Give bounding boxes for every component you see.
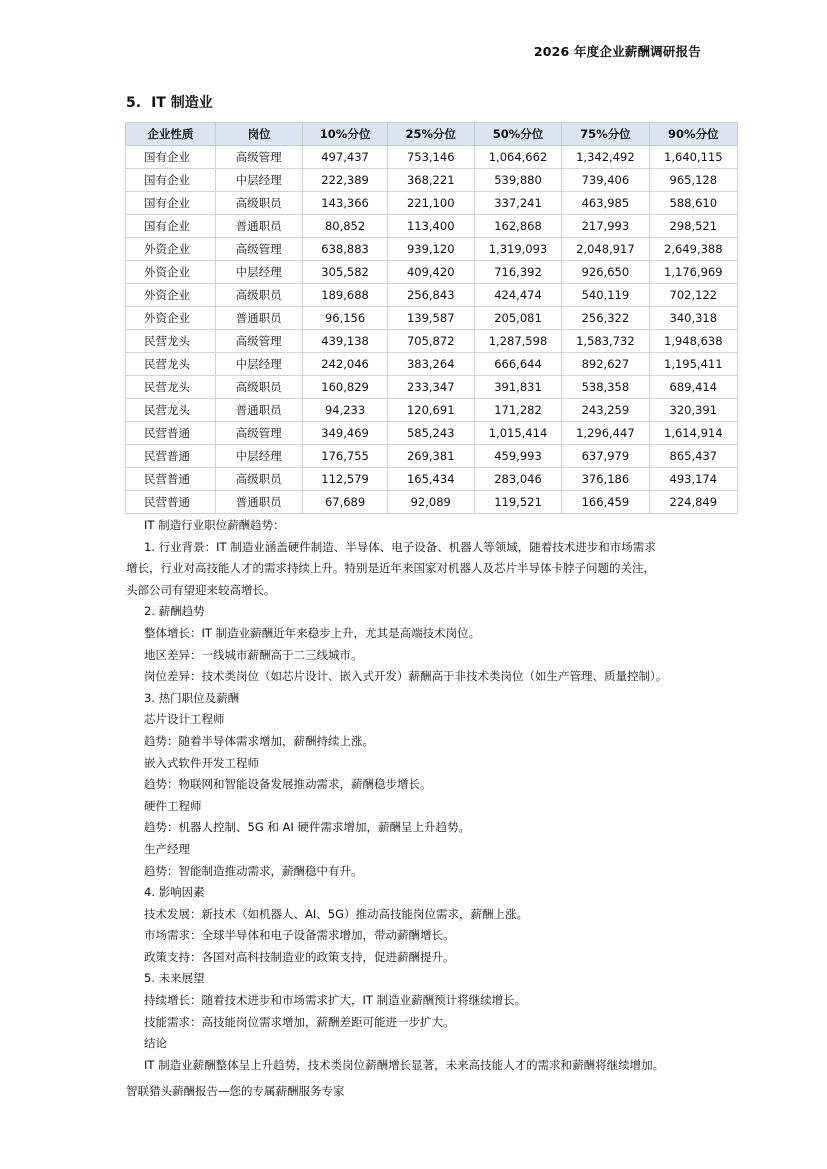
salary-cell: 256,843: [387, 284, 474, 307]
salary-cell: 1,583,732: [562, 330, 649, 353]
report-header-title: 2026 年度企业薪酬调研报告: [533, 44, 701, 59]
analysis-text: [126, 515, 716, 1076]
salary-cell: 217,993: [562, 215, 649, 238]
factor-item: 市场需求：全球半导体和电子设备需求增加，带动薪酬增长。: [144, 928, 455, 943]
salary-cell: 666,644: [474, 353, 561, 376]
salary-cell: 939,120: [387, 238, 474, 261]
company-type-cell: 国有企业: [126, 192, 216, 215]
salary-cell: 585,243: [387, 422, 474, 445]
salary-cell: 739,406: [562, 169, 649, 192]
footer-text: 智联猎头薪酬报告—您的专属薪酬服务专家: [126, 1084, 345, 1098]
salary-cell: 637,979: [562, 445, 649, 468]
position-cell: 高级职员: [215, 468, 303, 491]
table-row: [126, 284, 738, 307]
salary-cell: 94,233: [303, 399, 387, 422]
salary-cell: 424,474: [474, 284, 561, 307]
salary-cell: 143,366: [303, 192, 387, 215]
position-cell: 高级管理: [215, 146, 303, 169]
salary-cell: 96,156: [303, 307, 387, 330]
table-row: [126, 353, 738, 376]
background-heading: 1. 行业背景：IT 制造业涵盖硬件制造、半导体、电子设备、机器人等领域，随着技术进步和市场需求: [144, 539, 656, 554]
background-continued-2: 头部公司有望迎来较高增长。: [126, 582, 276, 597]
salary-cell: 119,521: [474, 491, 561, 514]
column-header: 25%分位: [387, 123, 474, 146]
salary-cell: 269,381: [387, 445, 474, 468]
salary-table: [125, 122, 738, 514]
salary-cell: 139,587: [387, 307, 474, 330]
salary-cell: 391,831: [474, 376, 561, 399]
conclusion-text: IT 制造业薪酬整体呈上升趋势，技术类岗位薪酬增长显著，未来高技能人才的需求和薪酬将继续增加。: [144, 1057, 665, 1072]
salary-cell: 705,872: [387, 330, 474, 353]
salary-cell: 162,868: [474, 215, 561, 238]
factor-item: 技术发展：新技术（如机器人、AI、5G）推动高技能岗位需求，薪酬上涨。: [144, 906, 528, 921]
salary-cell: 160,829: [303, 376, 387, 399]
outlook-item: 技能需求：高技能岗位需求增加，薪酬差距可能进一步扩大。: [144, 1014, 455, 1029]
column-header: 企业性质: [126, 123, 216, 146]
job-trend: 趋势：随着半导体需求增加，薪酬持续上涨。: [144, 733, 374, 748]
salary-cell: 368,221: [387, 169, 474, 192]
salary-cell: 1,342,492: [562, 146, 649, 169]
salary-cell: 233,347: [387, 376, 474, 399]
trend-region: 地区差异：一线城市薪酬高于二三线城市。: [144, 647, 363, 662]
salary-cell: 243,259: [562, 399, 649, 422]
column-header: 10%分位: [303, 123, 387, 146]
position-cell: 高级职员: [215, 284, 303, 307]
position-cell: 中层经理: [215, 445, 303, 468]
company-type-cell: 民营龙头: [126, 353, 216, 376]
table-row: [126, 261, 738, 284]
company-type-cell: 民营普通: [126, 422, 216, 445]
salary-cell: 892,627: [562, 353, 649, 376]
company-type-cell: 民营普通: [126, 491, 216, 514]
factor-item: 政策支持：各国对高科技制造业的政策支持，促进薪酬提升。: [144, 949, 455, 964]
position-cell: 高级职员: [215, 376, 303, 399]
section-number: 5.: [126, 95, 142, 111]
position-cell: 普通职员: [215, 307, 303, 330]
table-row: [126, 491, 738, 514]
salary-cell: 497,437: [303, 146, 387, 169]
position-cell: 高级管理: [215, 422, 303, 445]
company-type-cell: 外资企业: [126, 284, 216, 307]
salary-cell: 337,241: [474, 192, 561, 215]
position-cell: 普通职员: [215, 491, 303, 514]
hot-jobs-heading: 3. 热门职位及薪酬: [144, 690, 240, 705]
salary-cell: 222,389: [303, 169, 387, 192]
company-type-cell: 国有企业: [126, 215, 216, 238]
salary-cell: 120,691: [387, 399, 474, 422]
salary-cell: 92,089: [387, 491, 474, 514]
salary-cell: 1,640,115: [649, 146, 737, 169]
job-title: 嵌入式软件开发工程师: [144, 755, 259, 770]
salary-cell: 256,322: [562, 307, 649, 330]
table-row: [126, 445, 738, 468]
job-title: 硬件工程师: [144, 798, 202, 813]
company-type-cell: 外资企业: [126, 307, 216, 330]
salary-cell: 638,883: [303, 238, 387, 261]
salary-cell: 1,319,093: [474, 238, 561, 261]
salary-cell: 493,174: [649, 468, 737, 491]
section-name: IT 制造业: [151, 95, 213, 111]
company-type-cell: 民营龙头: [126, 399, 216, 422]
table-row: [126, 192, 738, 215]
company-type-cell: 外资企业: [126, 238, 216, 261]
position-cell: 中层经理: [215, 353, 303, 376]
salary-cell: 540,119: [562, 284, 649, 307]
salary-cell: 965,128: [649, 169, 737, 192]
salary-cell: 305,582: [303, 261, 387, 284]
salary-cell: 716,392: [474, 261, 561, 284]
salary-cell: 926,650: [562, 261, 649, 284]
table-row: [126, 468, 738, 491]
position-cell: 中层经理: [215, 261, 303, 284]
salary-cell: 171,282: [474, 399, 561, 422]
column-header: 75%分位: [562, 123, 649, 146]
trend-position: 岗位差异：技术类岗位（如芯片设计、嵌入式开发）薪酬高于非技术类岗位（如生产管理、质量控制）。: [144, 669, 668, 684]
salary-cell: 112,579: [303, 468, 387, 491]
salary-cell: 2,048,917: [562, 238, 649, 261]
company-type-cell: 国有企业: [126, 169, 216, 192]
salary-cell: 689,414: [649, 376, 737, 399]
salary-cell: 67,689: [303, 491, 387, 514]
outlook-item: 持续增长：随着技术进步和市场需求扩大，IT 制造业薪酬预计将继续增长。: [144, 993, 527, 1008]
salary-cell: 383,264: [387, 353, 474, 376]
table-row: [126, 330, 738, 353]
company-type-cell: 外资企业: [126, 261, 216, 284]
salary-cell: 205,081: [474, 307, 561, 330]
company-type-cell: 民营龙头: [126, 376, 216, 399]
conclusion-heading: 结论: [144, 1036, 167, 1051]
table-row: [126, 146, 738, 169]
position-cell: 普通职员: [215, 215, 303, 238]
position-cell: 高级管理: [215, 330, 303, 353]
salary-cell: 221,100: [387, 192, 474, 215]
salary-cell: 242,046: [303, 353, 387, 376]
salary-cell: 1,015,414: [474, 422, 561, 445]
outlook-heading: 5. 未来展望: [144, 971, 205, 986]
salary-cell: 224,849: [649, 491, 737, 514]
background-continued-1: 增长，行业对高技能人才的需求持续上升。特别是近年来国家对机器人及芯片半导体卡脖子问题的关注，: [126, 561, 655, 576]
position-cell: 高级管理: [215, 238, 303, 261]
salary-cell: 166,459: [562, 491, 649, 514]
job-trend: 趋势：物联网和智能设备发展推动需求，薪酬稳步增长。: [144, 777, 432, 792]
salary-cell: 463,985: [562, 192, 649, 215]
salary-cell: 283,046: [474, 468, 561, 491]
table-row: [126, 307, 738, 330]
salary-cell: 1,064,662: [474, 146, 561, 169]
salary-cell: 753,146: [387, 146, 474, 169]
salary-cell: 176,755: [303, 445, 387, 468]
salary-cell: 376,186: [562, 468, 649, 491]
company-type-cell: 民营普通: [126, 468, 216, 491]
table-row: [126, 238, 738, 261]
job-trend: 趋势：智能制造推动需求，薪酬稳中有升。: [144, 863, 363, 878]
salary-cell: 1,296,447: [562, 422, 649, 445]
table-row: [126, 215, 738, 238]
table-row: [126, 376, 738, 399]
salary-cell: 340,318: [649, 307, 737, 330]
salary-cell: 538,358: [562, 376, 649, 399]
salary-cell: 2,649,388: [649, 238, 737, 261]
salary-cell: 439,138: [303, 330, 387, 353]
salary-cell: 459,993: [474, 445, 561, 468]
salary-cell: 349,469: [303, 422, 387, 445]
salary-cell: 539,880: [474, 169, 561, 192]
section-title: [126, 92, 213, 112]
position-cell: 高级职员: [215, 192, 303, 215]
salary-cell: 1,195,411: [649, 353, 737, 376]
job-title: 生产经理: [144, 841, 190, 856]
salary-cell: 320,391: [649, 399, 737, 422]
salary-cell: 1,614,914: [649, 422, 737, 445]
position-cell: 普通职员: [215, 399, 303, 422]
salary-cell: 1,948,638: [649, 330, 737, 353]
column-header: 50%分位: [474, 123, 561, 146]
trend-heading: 2. 薪酬趋势: [144, 604, 205, 619]
salary-cell: 165,434: [387, 468, 474, 491]
table-header-row: [126, 123, 738, 146]
column-header: 岗位: [215, 123, 303, 146]
salary-cell: 113,400: [387, 215, 474, 238]
job-trend: 趋势：机器人控制、5G 和 AI 硬件需求增加，薪酬呈上升趋势。: [144, 820, 470, 835]
salary-cell: 1,176,969: [649, 261, 737, 284]
table-row: [126, 399, 738, 422]
company-type-cell: 国有企业: [126, 146, 216, 169]
salary-cell: 298,521: [649, 215, 737, 238]
salary-cell: 80,852: [303, 215, 387, 238]
table-row: [126, 169, 738, 192]
salary-cell: 588,610: [649, 192, 737, 215]
column-header: 90%分位: [649, 123, 737, 146]
salary-cell: 409,420: [387, 261, 474, 284]
job-title: 芯片设计工程师: [144, 712, 225, 727]
trend-overall: 整体增长：IT 制造业薪酬近年来稳步上升，尤其是高端技术岗位。: [144, 625, 481, 640]
salary-cell: 1,287,598: [474, 330, 561, 353]
company-type-cell: 民营龙头: [126, 330, 216, 353]
position-cell: 中层经理: [215, 169, 303, 192]
company-type-cell: 民营普通: [126, 445, 216, 468]
table-row: [126, 422, 738, 445]
salary-cell: 702,122: [649, 284, 737, 307]
factors-heading: 4. 影响因素: [144, 885, 205, 900]
intro-line: IT 制造行业职位薪酬趋势：: [144, 518, 285, 532]
salary-cell: 865,437: [649, 445, 737, 468]
salary-cell: 189,688: [303, 284, 387, 307]
